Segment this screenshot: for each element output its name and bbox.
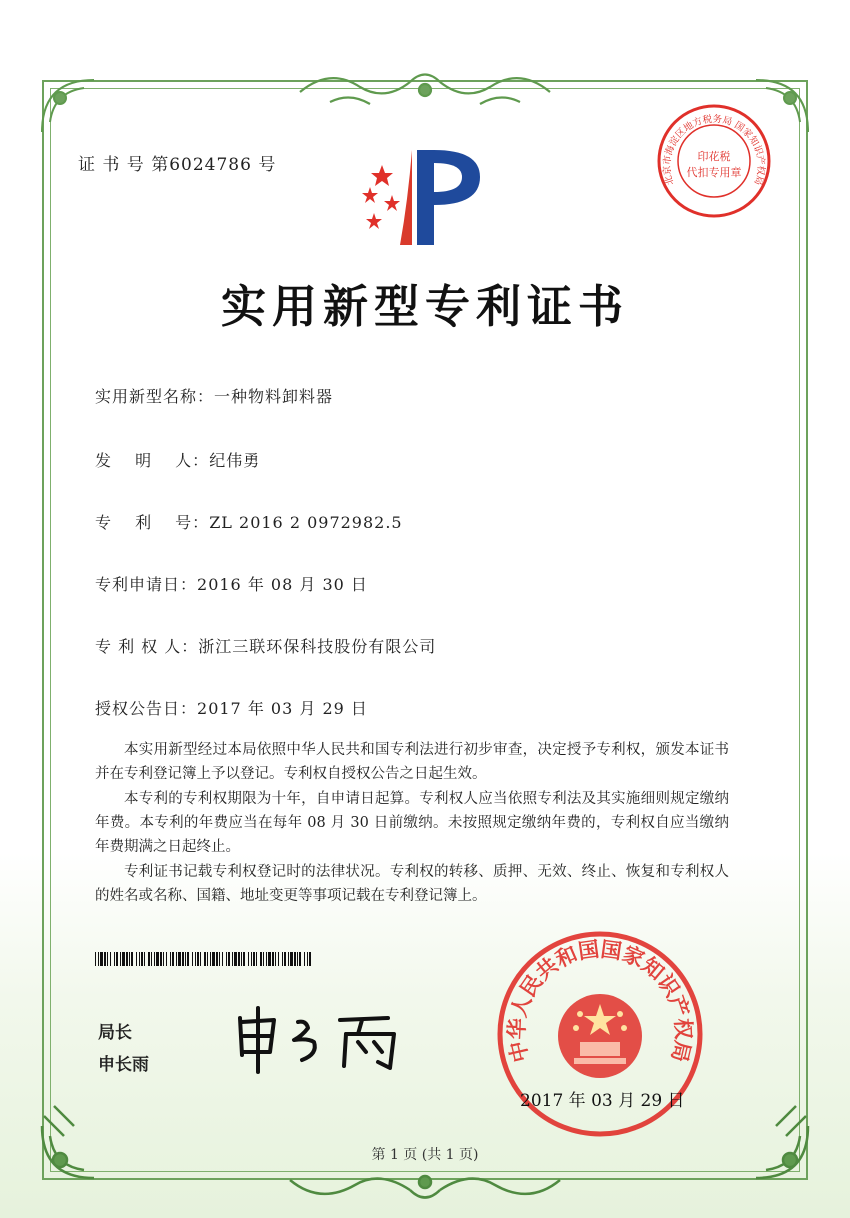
- field-value: ZL 2016 2 0972982.5: [209, 513, 403, 532]
- barcode-bar: [304, 952, 305, 966]
- barcode-bar: [307, 952, 308, 966]
- field-application-date: [95, 572, 368, 595]
- barcode-bar: [204, 952, 206, 966]
- field-label: 发 明 人：: [95, 451, 210, 470]
- barcode-bar: [107, 952, 108, 966]
- barcode-bar: [116, 952, 118, 966]
- barcode-bar: [192, 952, 193, 966]
- signer-name: 申长雨: [98, 1055, 149, 1075]
- barcode-bar: [268, 952, 271, 966]
- barcode-bar: [272, 952, 274, 966]
- barcode-bar: [178, 952, 181, 966]
- body-paragraph: 本实用新型经过本局依照中华人民共和国专利法进行初步审查，决定授予专利权，颁发本证书并在专利登记簿上予以登记。专利权自授权公告之日起生效。: [95, 742, 729, 782]
- barcode-bar: [200, 952, 201, 966]
- barcode-bar: [226, 952, 227, 966]
- corner-ornament-bottom-left: [34, 1096, 124, 1186]
- barcode-bar: [256, 952, 257, 966]
- barcode-bar: [207, 952, 208, 966]
- barcode-bar: [275, 952, 276, 966]
- barcode-bar: [170, 952, 171, 966]
- barcode-bar: [122, 952, 125, 966]
- corner-ornament-bottom-right: [726, 1096, 816, 1186]
- barcode-bar: [210, 952, 211, 966]
- corner-ornament-top-left: [34, 72, 124, 162]
- barcode-bar: [166, 952, 167, 966]
- barcode-bar: [260, 952, 262, 966]
- barcode-icon: [95, 952, 313, 966]
- barcode-bar: [288, 952, 289, 966]
- barcode-bar: [251, 952, 252, 966]
- barcode-bar: [241, 952, 242, 966]
- barcode-bar: [176, 952, 177, 966]
- barcode-bar: [222, 952, 223, 966]
- barcode-bar: [110, 952, 111, 966]
- barcode-bar: [104, 952, 106, 966]
- barcode-bar: [182, 952, 184, 966]
- barcode-bar: [160, 952, 162, 966]
- barcode-bar: [197, 952, 199, 966]
- barcode-bar: [151, 952, 152, 966]
- barcode-bar: [136, 952, 137, 966]
- tax-stamp: [655, 102, 773, 220]
- barcode-bar: [185, 952, 186, 966]
- barcode-bar: [98, 952, 99, 966]
- signer-title: 局长: [98, 1023, 132, 1043]
- seal-text: 中华人民共和国国家知识产权局: [504, 937, 696, 1065]
- body-paragraph: 本专利的专利权期限为十年，自申请日起算。专利权人应当依照专利法及其实施细则规定缴纳年费。本专利的年费应当在每年 08 月 30 日前缴纳。未按照规定缴纳年费的，专利权自应当缴纳年费期满之日起终止。: [95, 791, 729, 855]
- barcode-bar: [253, 952, 255, 966]
- seal-date: 2017 年 03 月 29 日: [520, 1091, 685, 1111]
- barcode-bar: [294, 952, 296, 966]
- body-paragraph: 专利证书记载专利权登记时的法律状况。专利权的转移、质押、无效、终止、恢复和专利权人的姓名或名称、国籍、地址变更等事项记载在专利登记簿上。: [95, 864, 729, 904]
- barcode-bar: [238, 952, 240, 966]
- field-grant-date: [95, 696, 368, 719]
- barcode-bar: [141, 952, 143, 966]
- barcode-bar: [212, 952, 215, 966]
- barcode-bar: [195, 952, 196, 966]
- field-value: 一种物料卸料器: [214, 387, 334, 406]
- certificate-body: [95, 738, 729, 909]
- barcode-bar: [216, 952, 218, 966]
- barcode-bar: [95, 952, 96, 966]
- field-value: 纪伟勇: [209, 451, 261, 470]
- page-number: 第 1 页 (共 1 页): [371, 1147, 479, 1163]
- patent-logo-icon: [352, 145, 487, 250]
- barcode-bar: [156, 952, 159, 966]
- field-inventor: [95, 448, 260, 471]
- barcode-bar: [282, 952, 283, 966]
- tax-stamp-line2: 代扣专用章: [686, 166, 742, 179]
- field-label: 授权公告日：: [95, 699, 198, 718]
- barcode-bar: [148, 952, 150, 966]
- field-label: 实用新型名称：: [95, 387, 215, 406]
- barcode-bar: [131, 952, 133, 966]
- barcode-bar: [172, 952, 174, 966]
- barcode-bar: [278, 952, 279, 966]
- barcode-bar: [126, 952, 128, 966]
- barcode-bar: [219, 952, 220, 966]
- barcode-bar: [144, 952, 145, 966]
- barcode-bar: [243, 952, 245, 966]
- tax-stamp-line1: 印花税: [697, 150, 731, 163]
- top-ornament: [290, 62, 560, 112]
- field-model-name: [95, 384, 333, 407]
- barcode-bar: [120, 952, 121, 966]
- field-value: 2017 年 03 月 29 日: [197, 699, 368, 718]
- barcode-bar: [263, 952, 264, 966]
- field-value: 2016 年 08 月 30 日: [197, 575, 368, 594]
- certificate-number: 证 书 号 第6024786 号: [78, 155, 277, 175]
- barcode-bar: [234, 952, 237, 966]
- barcode-bar: [154, 952, 155, 966]
- field-label: 专 利 权 人：: [95, 637, 199, 656]
- field-value: 浙江三联环保科技股份有限公司: [198, 637, 437, 656]
- barcode-bar: [228, 952, 230, 966]
- barcode-bar: [139, 952, 140, 966]
- field-patentee: [95, 634, 436, 657]
- barcode-bar: [232, 952, 233, 966]
- barcode-bar: [248, 952, 249, 966]
- barcode-bar: [163, 952, 164, 966]
- field-patent-number: [95, 510, 403, 533]
- barcode-bar: [299, 952, 301, 966]
- barcode-bar: [290, 952, 293, 966]
- barcode-bar: [266, 952, 267, 966]
- barcode-bar: [309, 952, 311, 966]
- tax-stamp-ring-text: 北京市海淀区地方税务局 国家知识产权局: [661, 113, 767, 187]
- barcode-bar: [187, 952, 189, 966]
- signature: [228, 1000, 428, 1075]
- bottom-ornament: [280, 1160, 570, 1210]
- page-title: 实用新型专利证书: [220, 280, 629, 333]
- barcode-bar: [129, 952, 130, 966]
- barcode-bar: [284, 952, 286, 966]
- barcode-bar: [100, 952, 103, 966]
- barcode-bar: [297, 952, 298, 966]
- field-label: 专 利 号：: [95, 513, 210, 532]
- field-label: 专利申请日：: [95, 575, 198, 594]
- barcode-bar: [114, 952, 115, 966]
